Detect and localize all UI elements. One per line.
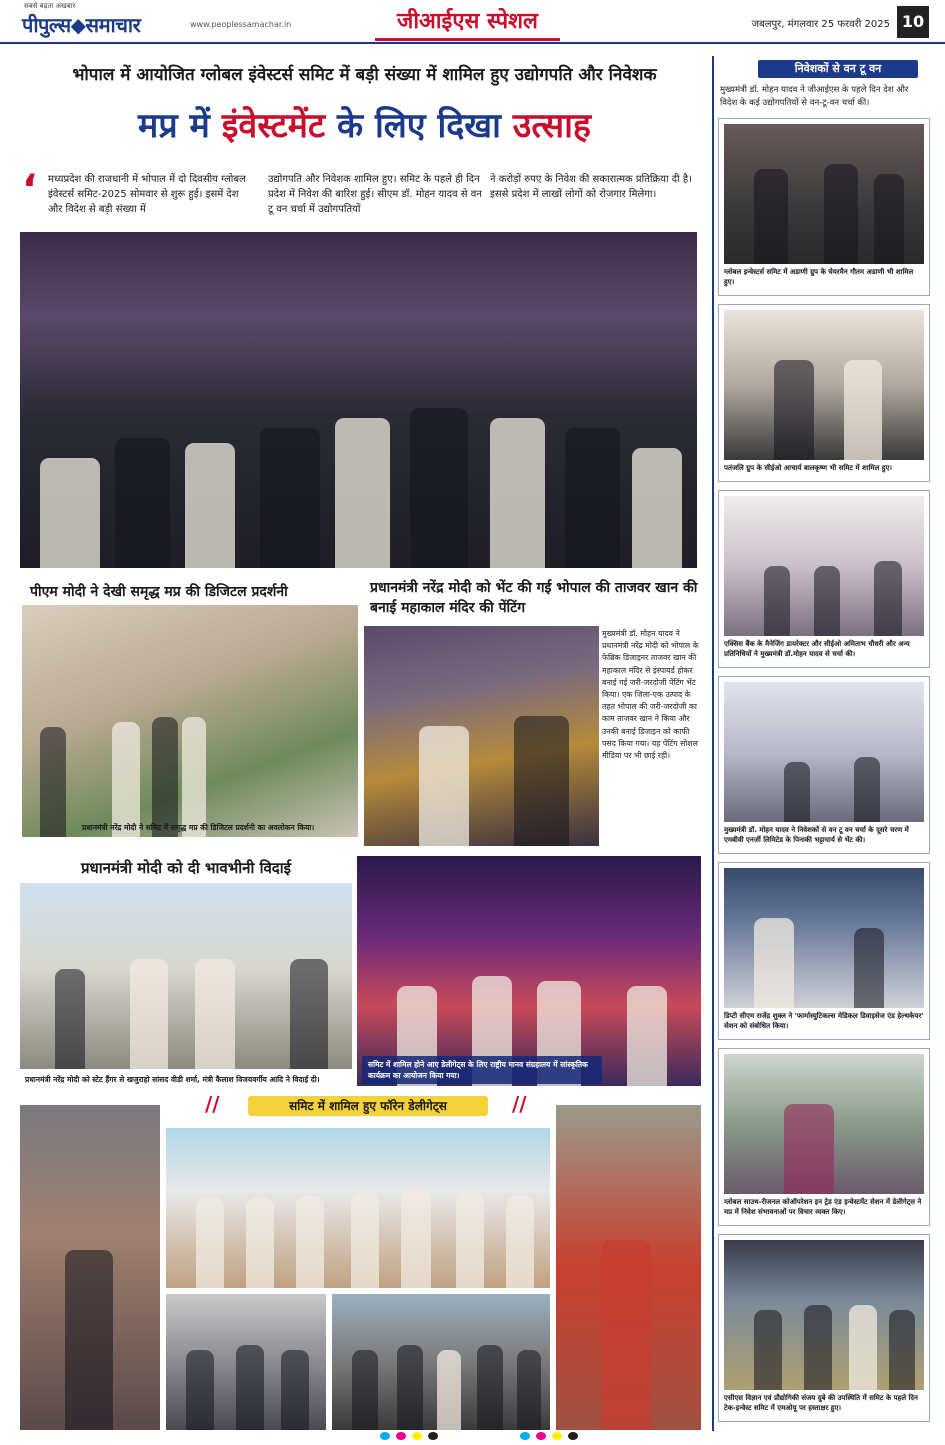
headline-part-4: उत्साह (512, 106, 591, 146)
sidebar-item-6 (718, 1048, 930, 1226)
summit-audience-photo (20, 232, 697, 568)
lead-intro-col-3: ने करोड़ों रुपए के निवेश की सकारात्मक प्रतिक्रिया दी है। इससे प्रदेश में लाखों लोगों को रोजगार मिलेगा। (490, 174, 692, 200)
sidebar-caption-1: ग्लोबल इन्वेस्टर्स समिट में अडाणी ग्रुप के चेयरमैन गौतम अडाणी भी शामिल हुए। (724, 268, 914, 286)
sidebar-photo-5 (724, 868, 924, 1008)
registration-mark-yellow-2 (552, 1432, 562, 1440)
newspaper-logo (20, 2, 292, 42)
registration-mark-magenta-2 (536, 1432, 546, 1440)
sidebar-photo-7 (724, 1240, 924, 1390)
sidebar-heading: निवेशकों से वन टू वन (758, 60, 918, 78)
delegate-photo-5 (556, 1105, 701, 1430)
sidebar-item-2 (718, 304, 930, 482)
lead-headline (22, 96, 707, 156)
sidebar-item-3 (718, 490, 930, 668)
sidebar-caption-7: एसीएस विज्ञान एवं प्रौद्योगिकी संजय दुबे की उपस्थिति में समिट के पहले दिन टेक-इन्वेस्ट समिट में एमओयू पर हस्ताक्षर हुए। (724, 1394, 918, 1412)
lead-kicker: भोपाल में आयोजित ग्लोबल इंवेस्टर्स समिट में बड़ी संख्या में शामिल हुए उद्योगपति और निवेशक (72, 65, 657, 85)
registration-mark-black (428, 1432, 438, 1440)
sidebar-photo-2 (724, 310, 924, 460)
expo-photo (22, 605, 358, 837)
sidebar-photo-3 (724, 496, 924, 636)
sidebar-item-7 (718, 1234, 930, 1422)
painting-gift-photo (364, 626, 599, 846)
delegate-photo-1 (20, 1105, 160, 1430)
quote-mark-icon: ‘ (22, 167, 38, 213)
website-url: www.peoplessamachar.in (190, 20, 292, 29)
dateline: जबलपुर, मंगलवार 25 फरवरी 2025 (751, 19, 890, 30)
section-underline (375, 38, 560, 41)
farewell-caption: प्रधानमंत्री नरेंद्र मोदी को स्टेट हैंगर से खजुराहो सांसद वीडी शर्मा, मंत्री कैलाश विजयवर्गीय आदि ने विदाई दी। (20, 1071, 352, 1088)
sidebar-intro: मुख्यमंत्री डॉ. मोहन यादव ने जीआईएस के पहले दिन देश और विदेश के कई उद्योगपतियों से वन-टू-वन चर्चा की। (720, 85, 909, 108)
sidebar-caption-2: पतंजलि ग्रुप के सीईओ आचार्य बालकृष्ण भी समिट में शामिल हुए। (724, 464, 892, 472)
sidebar-item-4 (718, 676, 930, 854)
delegate-photo-2 (166, 1128, 550, 1288)
brand-name: पीपुल्स◆समाचार (22, 13, 141, 37)
painting-heading: प्रधानमंत्री नरेंद्र मोदी को भेंट की गई भोपाल की ताजवर खान की बनाई महाकाल मंदिर की पेंटिंग (370, 580, 698, 616)
registration-mark-black-2 (568, 1432, 578, 1440)
registration-mark-cyan-2 (520, 1432, 530, 1440)
registration-mark-cyan (380, 1432, 390, 1440)
cultural-program-caption: समिट में शामिल होने आए डेलीगेट्स के लिए राष्ट्रीय मानव संग्रहालय में सांस्कृतिक कार्यक्रम का आयोजन किया गया। (362, 1056, 602, 1084)
sidebar-item-1 (718, 118, 930, 296)
sidebar-caption-3: एक्सिस बैंक के मैनेजिंग डायरेक्टर और सीईओ अमिताभ चौधरी और अन्य प्रतिनिधियों ने मुख्यमंत्री डॉ.मोहन यादव से चर्चा की। (724, 640, 910, 658)
sidebar-photo-1 (724, 124, 924, 264)
registration-mark-magenta (396, 1432, 406, 1440)
expo-caption: प्रधानमंत्री नरेंद्र मोदी ने समिट में समृद्ध मप्र की डिजिटल प्रदर्शनी का अवलोकन किया। (82, 823, 315, 832)
masthead (0, 0, 945, 44)
section-title: जीआईएस स्पेशल (397, 9, 538, 34)
sidebar-photo-6 (724, 1054, 924, 1194)
sidebar-item-5 (718, 862, 930, 1040)
farewell-heading: प्रधानमंत्री मोदी को दी भावभीनी विदाई (80, 859, 292, 877)
cultural-program-photo (357, 856, 701, 1086)
slashes-right-icon: // (512, 1092, 527, 1116)
lead-intro-col-1: मध्यप्रदेश की राजधानी में भोपाल में दो दिवसीय ग्लोबल इंवेस्टर्स समिट-2025 सोमवार से शुरू हुई। इसमें देश और विदेश से बड़ी संख्या में (48, 174, 246, 215)
delegates-banner: समिट में शामिल हुए फॉरेन डेलीगेट्स (248, 1096, 488, 1116)
brand-tagline: सबसे बढ़ता अखबार (24, 2, 76, 10)
sidebar-photo-4 (724, 682, 924, 822)
delegate-photo-4 (332, 1294, 550, 1430)
lead-intro-col-2: उद्योगपति और निवेशक शामिल हुए। समिट के पहले ही दिन प्रदेश में निवेश की बारिश हुई। सीएम डॉ. मोहन यादव से वन टू वन चर्चा में उद्योगपतियों (268, 174, 482, 215)
delegate-photo-3 (166, 1294, 326, 1430)
slashes-left-icon: // (205, 1092, 220, 1116)
registration-mark-yellow (412, 1432, 422, 1440)
headline-part-1: मप्र में (138, 106, 222, 146)
headline-part-2: इंवेस्टमेंट (221, 106, 326, 146)
sidebar-caption-4: मुख्यमंत्री डॉ. मोहन यादव ने निवेशकों से वन टू वन चर्चा के दूसरे चरण में एमबीवी एनर्जी लिमिटेड के पिनाकी भट्टाचार्य से भेंट की। (724, 826, 909, 844)
page-number: 10 (897, 6, 929, 38)
sidebar-caption-5: डिप्टी सीएम राजेंद्र शुक्ल ने 'फार्मास्युटिकल्स मेडिकल डिवाइसेज एंड हेल्थकेयर' सेशन को संबोधित किया। (724, 1012, 924, 1030)
sidebar-caption-6: ग्लोबल साउथ-रीजनल कोऑपरेशन इन ट्रेड एंड इन्वेस्टमेंट सेशन में डेलीगेट्स ने मप्र में निवेश संभावनाओं पर विचार व्यक्त किए। (724, 1198, 922, 1216)
farewell-photo (20, 883, 352, 1069)
headline-part-3: के लिए दिखा (325, 106, 513, 146)
painting-body-text: मुख्यमंत्री डॉ. मोहन यादव ने प्रधानमंत्री नरेंद्र मोदी को भोपाल के फेब्रिक डिजाइनर ताजवर खान की महाकाल मंदिर से इंस्पायर्ड होकर बनाई गई जरी-जरदोजी पेंटिंग भेंट किया। एक जिला-एक उत्पाद के तहत भोपाल की जरी-जरदोजी का काम ताजवर खान ने किया और उनकी बनाई डिजाइन को काफी पसंद किया गया। यह पेंटिंग सोशल मीडिया पर भी छाई रही। (602, 629, 699, 761)
expo-heading: पीएम मोदी ने देखी समृद्ध मप्र की डिजिटल प्रदर्शनी (30, 584, 288, 600)
